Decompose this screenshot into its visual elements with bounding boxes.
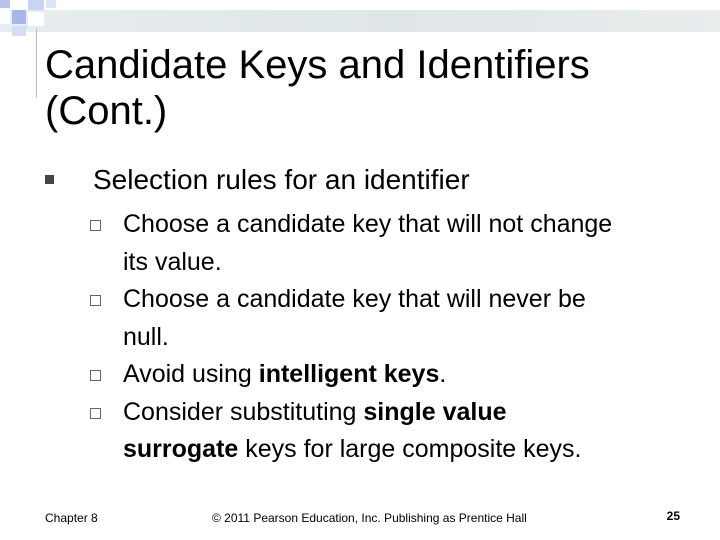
slide-title-line-1: Candidate Keys and Identifiers (45, 43, 590, 87)
sub-bullet-text-line-2: its value. (123, 247, 222, 276)
sub-bullet-list (90, 206, 690, 469)
sub-bullet-text-line-2: null. (123, 322, 169, 351)
slide-title-line-2: (Cont.) (45, 89, 168, 133)
deco-square (12, 0, 26, 8)
header-decoration (0, 0, 720, 40)
sub-bullet-text-line-2: keys for large composite keys. (238, 435, 582, 463)
page-number: 25 (666, 509, 680, 523)
deco-square (12, 26, 26, 36)
sub-bullet-item (90, 206, 690, 281)
sub-bullet-text: Consider substituting (123, 397, 364, 426)
sub-bullet-item (90, 394, 690, 469)
deco-square (12, 10, 26, 24)
deco-square (46, 0, 56, 8)
hollow-square-bullet-icon (90, 220, 101, 231)
sub-bullet-text-line-1: Choose a candidate key that will never be (123, 285, 586, 313)
deco-vertical-line (36, 28, 37, 98)
main-bullet-text: Selection rules for an identifier (93, 164, 470, 195)
header-band (0, 10, 720, 32)
sub-bullet-bold-text: intelligent keys (258, 360, 440, 388)
deco-square (0, 0, 10, 8)
sub-bullet-text-line-1: Choose a candidate key that will not change (123, 210, 613, 238)
sub-bullet-text-end: . (439, 360, 447, 388)
sub-bullet-text: Avoid using (123, 360, 259, 388)
hollow-square-bullet-icon (90, 370, 101, 381)
slide-title (45, 42, 695, 134)
deco-square (28, 0, 44, 10)
square-bullet-icon (45, 175, 54, 184)
sub-bullet-bold-text-line-2: surrogate (123, 435, 239, 463)
hollow-square-bullet-icon (90, 408, 101, 419)
deco-square (0, 10, 10, 24)
sub-bullet-item (90, 356, 690, 394)
footer-chapter: Chapter 8 (45, 511, 98, 525)
footer-copyright: © 2011 Pearson Education, Inc. Publishing as Prentice Hall (212, 511, 527, 525)
deco-square (28, 12, 44, 26)
sub-bullet-bold-text: single value (363, 397, 507, 426)
hollow-square-bullet-icon (90, 295, 101, 306)
sub-bullet-item (90, 281, 690, 356)
